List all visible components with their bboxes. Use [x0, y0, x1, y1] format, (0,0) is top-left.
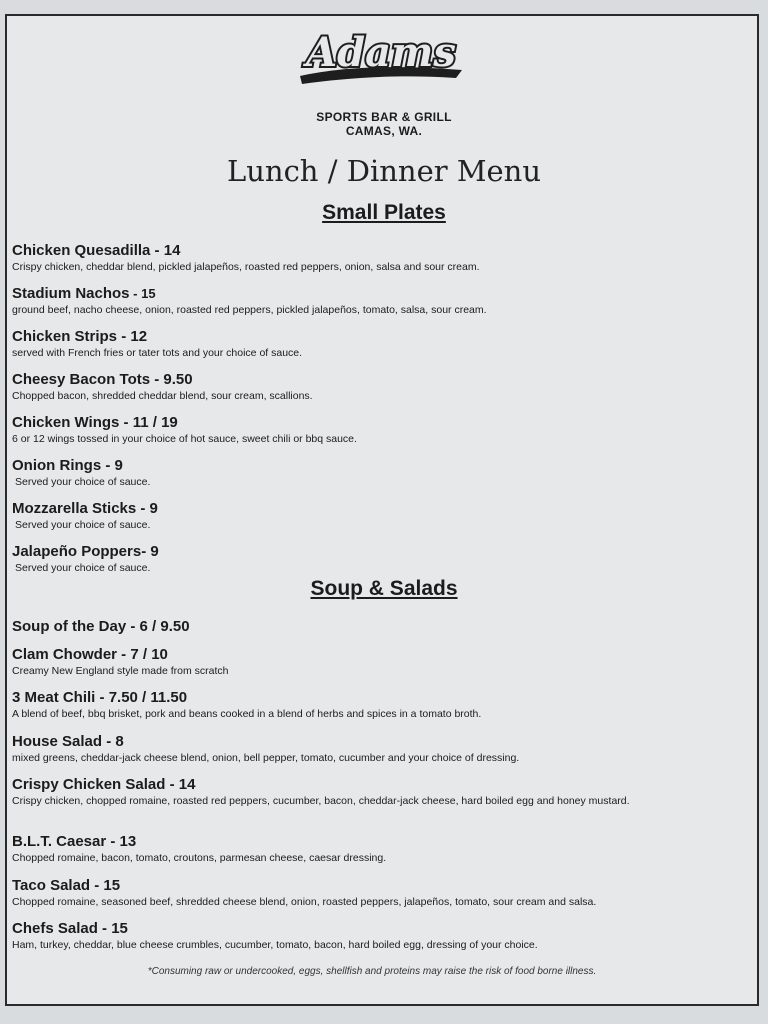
- item-description: Chopped bacon, shredded cheddar blend, sour cream, scallions.: [12, 390, 313, 402]
- item-description: served with French fries or tater tots and your choice of sauce.: [12, 347, 303, 359]
- item-description: Chopped romaine, seasoned beef, shredded cheese blend, onion, roasted peppers, jalapeños, tomato, sour cream and salsa.: [12, 896, 597, 908]
- section-title-soup-salads: Soup & Salads: [310, 577, 458, 600]
- item-description: Crispy chicken, chopped romaine, roasted red peppers, cucumber, bacon, cheddar-jack cheese, hard boiled egg and honey mustard.: [12, 795, 630, 807]
- item-price: - 15: [129, 286, 156, 301]
- item-price: - 9.50: [150, 371, 193, 388]
- item-price: - 7.50 / 11.50: [95, 689, 188, 706]
- item-price: - 9: [136, 500, 158, 517]
- item-name: B.L.T. Caesar: [12, 833, 107, 850]
- item-description: ground beef, nacho cheese, onion, roasted red peppers, pickled jalapeños, tomato, salsa, sour cream.: [12, 304, 487, 316]
- item-name: House Salad: [12, 733, 103, 750]
- item-price: - 8: [102, 733, 124, 750]
- item-price: - 15: [90, 877, 121, 894]
- adams-logo: [296, 24, 466, 90]
- item-description: Creamy New England style made from scratch: [12, 665, 229, 677]
- item-name: Chicken Strips: [12, 328, 118, 345]
- item-name: Chicken Quesadilla: [12, 242, 151, 259]
- item-price: - 7 / 10: [117, 646, 168, 663]
- menu-item: [12, 618, 742, 636]
- item-price: - 12: [117, 328, 148, 345]
- menu-item: [12, 833, 742, 865]
- menu-item: [12, 877, 742, 909]
- menu-item: [12, 328, 742, 360]
- item-description: Served your choice of sauce.: [15, 519, 151, 531]
- menu-item: [12, 776, 692, 808]
- item-price: - 15: [97, 920, 128, 937]
- item-description: Chopped romaine, bacon, tomato, croutons, parmesan cheese, caesar dressing.: [12, 852, 387, 864]
- menu-item: [12, 689, 742, 721]
- item-description: Served your choice of sauce.: [15, 476, 151, 488]
- menu-item: [12, 285, 742, 317]
- item-price: - 11 / 19: [119, 414, 178, 431]
- item-price: - 9: [101, 457, 123, 474]
- item-price: - 14: [150, 242, 181, 259]
- item-name: Stadium Nachos: [12, 285, 130, 302]
- item-description: Served your choice of sauce.: [15, 562, 151, 574]
- item-price: - 9: [141, 543, 159, 560]
- item-description: A blend of beef, bbq brisket, pork and beans cooked in a blend of herbs and spices in a tomato broth.: [12, 708, 482, 720]
- menu-item: [12, 242, 742, 274]
- item-name: Crispy Chicken Salad: [12, 776, 166, 793]
- item-name: Taco Salad: [12, 877, 91, 894]
- item-price: - 13: [106, 833, 137, 850]
- item-description: 6 or 12 wings tossed in your choice of hot sauce, sweet chili or bbq sauce.: [12, 433, 357, 445]
- item-name: Chefs Salad: [12, 920, 98, 937]
- item-name: Mozzarella Sticks: [12, 500, 137, 517]
- item-name: Soup of the Day: [12, 618, 127, 635]
- food-safety-footnote: *Consuming raw or undercooked, eggs, shellfish and proteins may raise the risk of food borne illness.: [147, 966, 597, 977]
- item-description: Ham, turkey, cheddar, blue cheese crumbles, cucumber, tomato, bacon, hard boiled egg, dressing of your choice.: [12, 939, 538, 951]
- item-name: Cheesy Bacon Tots: [12, 371, 151, 388]
- item-name: Chicken Wings: [12, 414, 120, 431]
- menu-item: [12, 920, 742, 952]
- menu-title: Lunch / Dinner Menu: [226, 154, 542, 188]
- item-name: Jalapeño Poppers: [12, 543, 142, 560]
- section-title-small-plates: Small Plates: [322, 201, 446, 224]
- logo-subtitle-line1: SPORTS BAR & GRILL: [316, 110, 452, 124]
- menu-item: [12, 543, 742, 575]
- item-description: Crispy chicken, cheddar blend, pickled jalapeños, roasted red peppers, onion, salsa and sour cream.: [12, 261, 480, 273]
- item-price: - 14: [165, 776, 196, 793]
- menu-item: [12, 457, 742, 489]
- item-name: Onion Rings: [12, 457, 102, 474]
- menu-item: [12, 414, 742, 446]
- item-name: Clam Chowder: [12, 646, 118, 663]
- logo-subtitle-line2: CAMAS, WA.: [345, 124, 423, 138]
- menu-item: [12, 733, 742, 765]
- item-description: mixed greens, cheddar-jack cheese blend, onion, bell pepper, tomato, cucumber and your choice of dressing.: [12, 752, 520, 764]
- menu-item: [12, 500, 742, 532]
- menu-item: [12, 371, 742, 403]
- menu-item: [12, 646, 742, 678]
- item-name: 3 Meat Chili: [12, 689, 96, 706]
- logo-text: Adams: [306, 29, 456, 76]
- item-price: - 6 / 9.50: [126, 618, 190, 635]
